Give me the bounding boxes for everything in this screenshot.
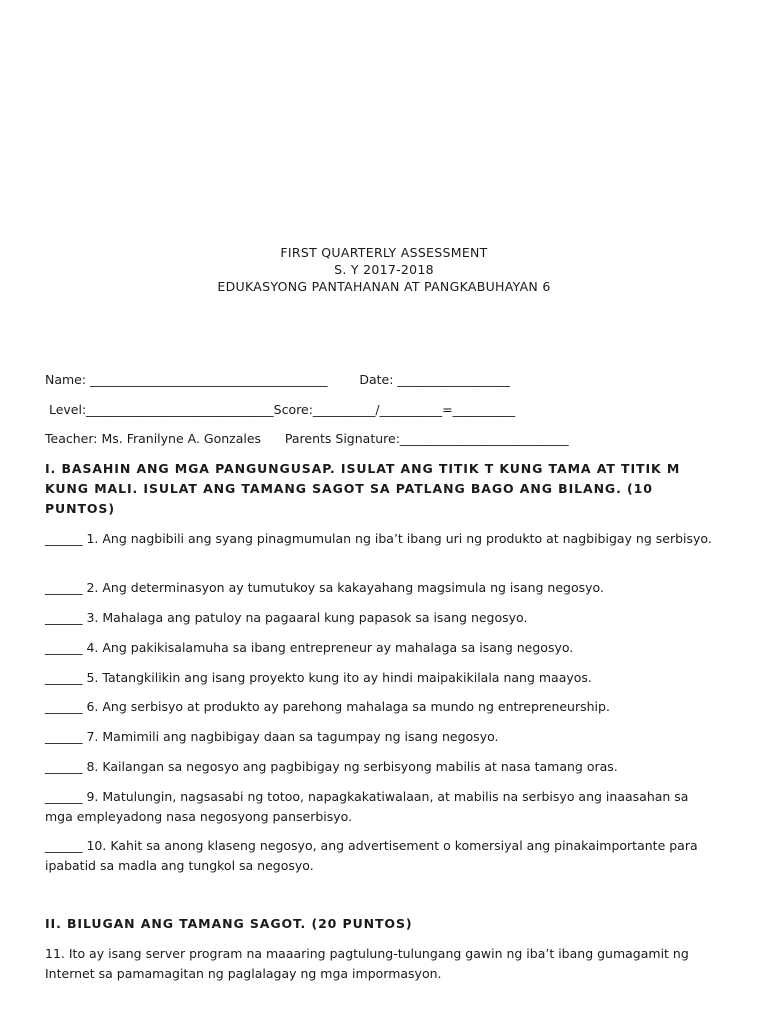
question-item-8[interactable]: ______ 8. Kailangan sa negosyo ang pagbibigay ng serbisyong mabilis at nasa tamang oras.	[45, 759, 618, 774]
section-1-instructions: I. BASAHIN ANG MGA PANGUNGUSAP. ISULAT ANG TITIK T KUNG TAMA AT TITIK M KUNG MALI. ISULAT ANG TAMANG SAGOT SA PATLANG BAGO ANG BILANG. (10 PUNTOS)	[45, 461, 681, 516]
name-date-field[interactable]: Name: ______________________________________ Date: __________________	[45, 372, 510, 387]
section-2-instructions: II. BILUGAN ANG TAMANG SAGOT. (20 PUNTOS)	[45, 916, 413, 931]
subject-title: EDUKASYONG PANTAHANAN AT PANGKABUHAYAN 6	[217, 279, 551, 294]
question-item-9[interactable]: ______ 9. Matulungin, nagsasabi ng totoo, napagkakatiwalaan, at mabilis na serbisyo ang inaasahan sa mga empleyadong nasa negosyong panserbisyo.	[45, 789, 689, 824]
question-item-2[interactable]: ______ 2. Ang determinasyon ay tumutukoy sa kakayahang magsimula ng isang negosyo.	[45, 580, 604, 595]
question-item-10[interactable]: ______ 10. Kahit sa anong klaseng negosyo, ang advertisement o komersiyal ang pinakaimportante para ipabatid sa madla ang tungkol sa negosyo.	[45, 838, 698, 873]
question-item-11[interactable]: 11. Ito ay isang server program na maaaring pagtulung-tulungang gawin ng iba’t ibang gumagamit ng Internet sa pamamagitan ng paglalagay ng mga impormasyon.	[45, 946, 689, 981]
level-score-field[interactable]: Level:______________________________Score:__________/__________=__________	[45, 402, 516, 417]
assessment-title: FIRST QUARTERLY ASSESSMENT	[280, 245, 488, 260]
question-item-4[interactable]: ______ 4. Ang pakikisalamuha sa ibang entrepreneur ay mahalaga sa isang negosyo.	[45, 640, 574, 655]
question-item-6[interactable]: ______ 6. Ang serbisyo at produkto ay parehong mahalaga sa mundo ng entrepreneurship.	[45, 699, 610, 714]
school-year: S. Y 2017-2018	[334, 262, 434, 277]
teacher-signature-field[interactable]: Teacher: Ms. Franilyne A. Gonzales Parents Signature:___________________________	[45, 431, 569, 446]
question-item-7[interactable]: ______ 7. Mamimili ang nagbibigay daan sa tagumpay ng isang negosyo.	[45, 729, 499, 744]
question-item-3[interactable]: ______ 3. Mahalaga ang patuloy na pagaaral kung papasok sa isang negosyo.	[45, 610, 528, 625]
question-item-1[interactable]: ______ 1. Ang nagbibili ang syang pinagmumulan ng iba’t ibang uri ng produkto at nagbibigay ng serbisyo.	[45, 531, 712, 546]
question-item-5[interactable]: ______ 5. Tatangkilikin ang isang proyekto kung ito ay hindi maipakikilala nang maayos.	[45, 670, 592, 685]
